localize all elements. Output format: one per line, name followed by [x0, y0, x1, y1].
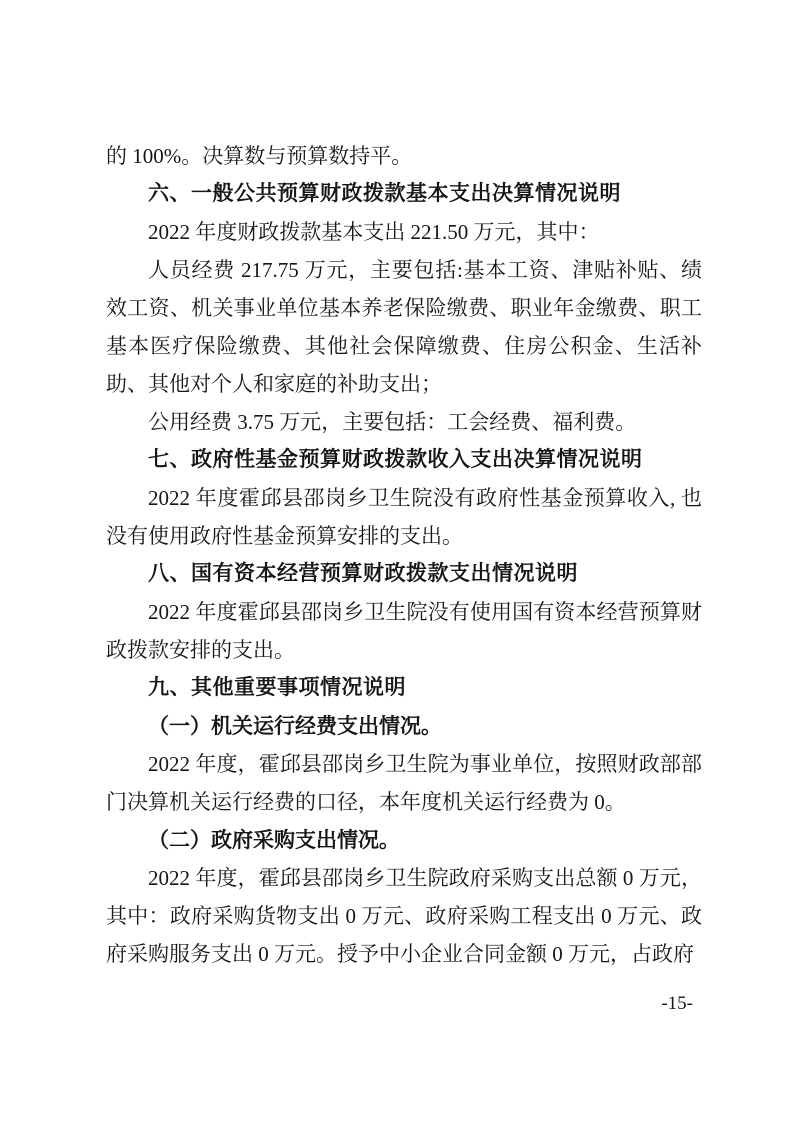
paragraph: 2022 年度，霍邱县邵岗乡卫生院为事业单位，按照财政部部门决算机关运行经费的口径，本年度机关运行经费为 0。: [106, 752, 702, 814]
paragraph: 人员经费 217.75 万元，主要包括:基本工资、津贴补贴、绩效工资、机关事业单位基本养老保险缴费、职业年金缴费、职工基本医疗保险缴费、其他社会保障缴费、住房公积金、生活补助、其他对个人和家庭的补助支出；: [106, 258, 702, 396]
section-heading-9: 九、其他重要事项情况说明: [148, 676, 406, 699]
paragraph: 2022 年度霍邱县邵岗乡卫生院没有使用国有资本经营预算财政拨款安排的支出。: [106, 600, 702, 662]
paragraph-continued: 的 100%。决算数与预算数持平。: [106, 144, 413, 168]
paragraph: 2022 年度，霍邱县邵岗乡卫生院政府采购支出总额 0 万元，其中：政府采购货物支出 0 万元、政府采购工程支出 0 万元、政府采购服务支出 0 万元。授予中小企业合同金额 0 万元，占政府: [106, 866, 702, 966]
sub-heading-1: （一）机关运行经费支出情况。: [148, 714, 442, 738]
paragraph: 2022 年度财政拨款基本支出 221.50 万元，其中：: [148, 220, 600, 244]
paragraph: 公用经费 3.75 万元，主要包括：工会经费、福利费。: [148, 410, 637, 434]
section-heading-8: 八、国有资本经营预算财政拨款支出情况说明: [148, 562, 578, 585]
sub-heading-2: （二）政府采购支出情况。: [148, 828, 400, 852]
section-heading-6: 六、一般公共预算财政拨款基本支出决算情况说明: [148, 182, 621, 205]
section-heading-7: 七、政府性基金预算财政拨款收入支出决算情况说明: [148, 448, 643, 471]
paragraph: 2022 年度霍邱县邵岗乡卫生院没有政府性基金预算收入, 也没有使用政府性基金预算安排的支出。: [106, 486, 702, 548]
document-body: [106, 137, 702, 973]
page-number: -15-: [661, 993, 693, 1014]
